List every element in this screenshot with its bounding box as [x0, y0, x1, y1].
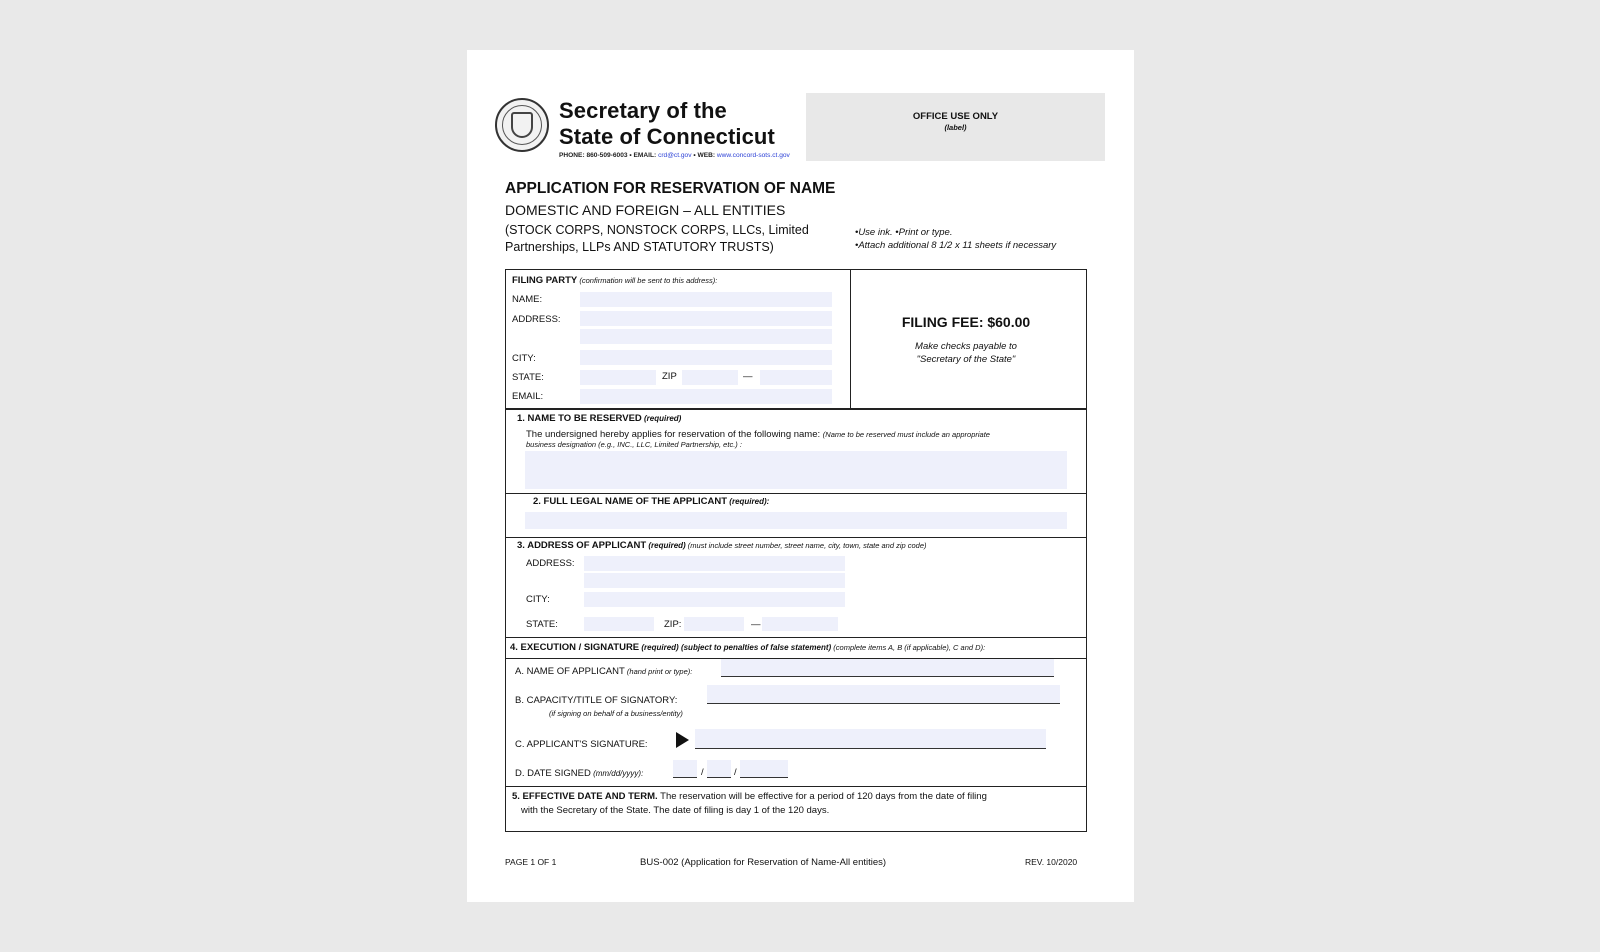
filing-address-input-1[interactable] — [580, 311, 832, 326]
signature-label: C. APPLICANT'S SIGNATURE: — [515, 739, 648, 750]
state-seal-logo — [495, 98, 549, 152]
filing-city-label: CITY: — [512, 353, 536, 364]
divider — [506, 408, 1086, 410]
date-slash: / — [701, 767, 704, 778]
form-subtitle: DOMESTIC AND FOREIGN – ALL ENTITIES — [505, 202, 786, 218]
filing-name-input[interactable] — [580, 292, 832, 307]
document-page — [467, 50, 1134, 902]
applicant-state-input[interactable] — [584, 617, 654, 631]
date-slash: / — [734, 767, 737, 778]
form-body — [505, 269, 1087, 832]
section5-text-line2: with the Secretary of the State. The date of filing is day 1 of the 120 days. — [521, 805, 830, 816]
applicant-zip-label: ZIP: — [664, 619, 682, 630]
date-month-input[interactable] — [673, 760, 697, 778]
zip-dash: — — [743, 371, 753, 382]
section5-text: 5. EFFECTIVE DATE AND TERM. The reservation will be effective for a period of 120 days from the date of filing — [512, 791, 987, 802]
filing-zip-label: ZIP — [662, 371, 677, 382]
applicant-zip-input[interactable] — [684, 617, 744, 631]
applicant-zip-ext-input[interactable] — [762, 617, 838, 631]
divider — [506, 493, 1086, 494]
signatory-note: (if signing on behalf of a business/entity) — [549, 709, 683, 718]
section1-text: The undersigned hereby applies for reservation of the following name: (Name to be reserved must include an appropriate — [526, 429, 990, 440]
applicant-address-label: ADDRESS: — [526, 558, 575, 569]
applicant-address-input-2[interactable] — [584, 573, 845, 588]
filing-state-input[interactable] — [580, 370, 656, 385]
section3-heading: 3. ADDRESS OF APPLICANT (required) (must include street number, street name, city, town, state and zip code) — [517, 540, 927, 551]
signature-input[interactable] — [695, 729, 1046, 749]
filing-address-label: ADDRESS: — [512, 314, 561, 325]
form-title: APPLICATION FOR RESERVATION OF NAME — [505, 180, 836, 197]
email-link[interactable]: crd@ct.gov — [658, 152, 692, 159]
applicant-address-input-1[interactable] — [584, 556, 845, 571]
zip-dash: — — [751, 619, 761, 630]
signatory-title-label: B. CAPACITY/TITLE OF SIGNATORY: — [515, 695, 678, 706]
divider — [506, 637, 1086, 638]
filing-zip-ext-input[interactable] — [760, 370, 832, 385]
date-day-input[interactable] — [707, 760, 731, 778]
applicant-legal-name-input[interactable] — [525, 512, 1067, 529]
applicant-state-label: STATE: — [526, 619, 558, 630]
section4-heading: 4. EXECUTION / SIGNATURE (required) (subject to penalties of false statement) (complete items A, B (if applicable), C and D): — [510, 642, 986, 653]
reserved-name-input[interactable] — [525, 451, 1067, 489]
date-signed-label: D. DATE SIGNED (mm/dd/yyyy): — [515, 768, 644, 779]
filing-address-input-2[interactable] — [580, 329, 832, 344]
form-instructions: •Use ink. •Print or type. •Attach additional 8 1/2 x 11 sheets if necessary — [855, 227, 1057, 251]
filing-state-label: STATE: — [512, 372, 544, 383]
footer-revision: REV. 10/2020 — [1025, 857, 1078, 867]
contact-line: PHONE: 860-509-6003 • EMAIL: crd@ct.gov • WEB: www.concord-sots.ct.gov — [559, 152, 790, 159]
divider — [506, 786, 1086, 787]
filing-email-label: EMAIL: — [512, 391, 544, 402]
applicant-print-name-input[interactable] — [721, 659, 1054, 677]
section1-note: business designation (e.g., INC., LLC, Limited Partnership, etc.) : — [526, 440, 742, 449]
agency-title: Secretary of the State of Connecticut — [559, 98, 775, 149]
filing-email-input[interactable] — [580, 389, 832, 404]
divider — [506, 537, 1086, 538]
applicant-city-input[interactable] — [584, 592, 845, 607]
applicant-name-label: A. NAME OF APPLICANT (hand print or type): — [515, 666, 693, 677]
footer-form-id: BUS-002 (Application for Reservation of Name-All entities) — [640, 857, 887, 868]
filing-zip-input[interactable] — [682, 370, 738, 385]
signature-arrow-icon — [676, 732, 689, 748]
form-entities: (STOCK CORPS, NONSTOCK CORPS, LLCs, Limited Partnerships, LLPs AND STATUTORY TRUSTS) — [505, 223, 809, 254]
section2-heading: 2. FULL LEGAL NAME OF THE APPLICANT (required): — [533, 496, 770, 507]
date-year-input[interactable] — [740, 760, 788, 778]
footer-page: PAGE 1 OF 1 — [505, 857, 557, 867]
office-use-box: OFFICE USE ONLY (label) — [806, 93, 1105, 161]
signatory-title-input[interactable] — [707, 685, 1060, 704]
filing-fee: FILING FEE: $60.00 Make checks payable to "Secretary of the State" — [901, 314, 1031, 365]
filing-party-heading: FILING PARTY (confirmation will be sent to this address): — [512, 275, 718, 286]
section1-heading: 1. NAME TO BE RESERVED (required) — [517, 413, 682, 424]
filing-city-input[interactable] — [580, 350, 832, 365]
web-link[interactable]: www.concord-sots.ct.gov — [716, 152, 790, 159]
filing-name-label: NAME: — [512, 294, 543, 305]
applicant-city-label: CITY: — [526, 594, 550, 605]
